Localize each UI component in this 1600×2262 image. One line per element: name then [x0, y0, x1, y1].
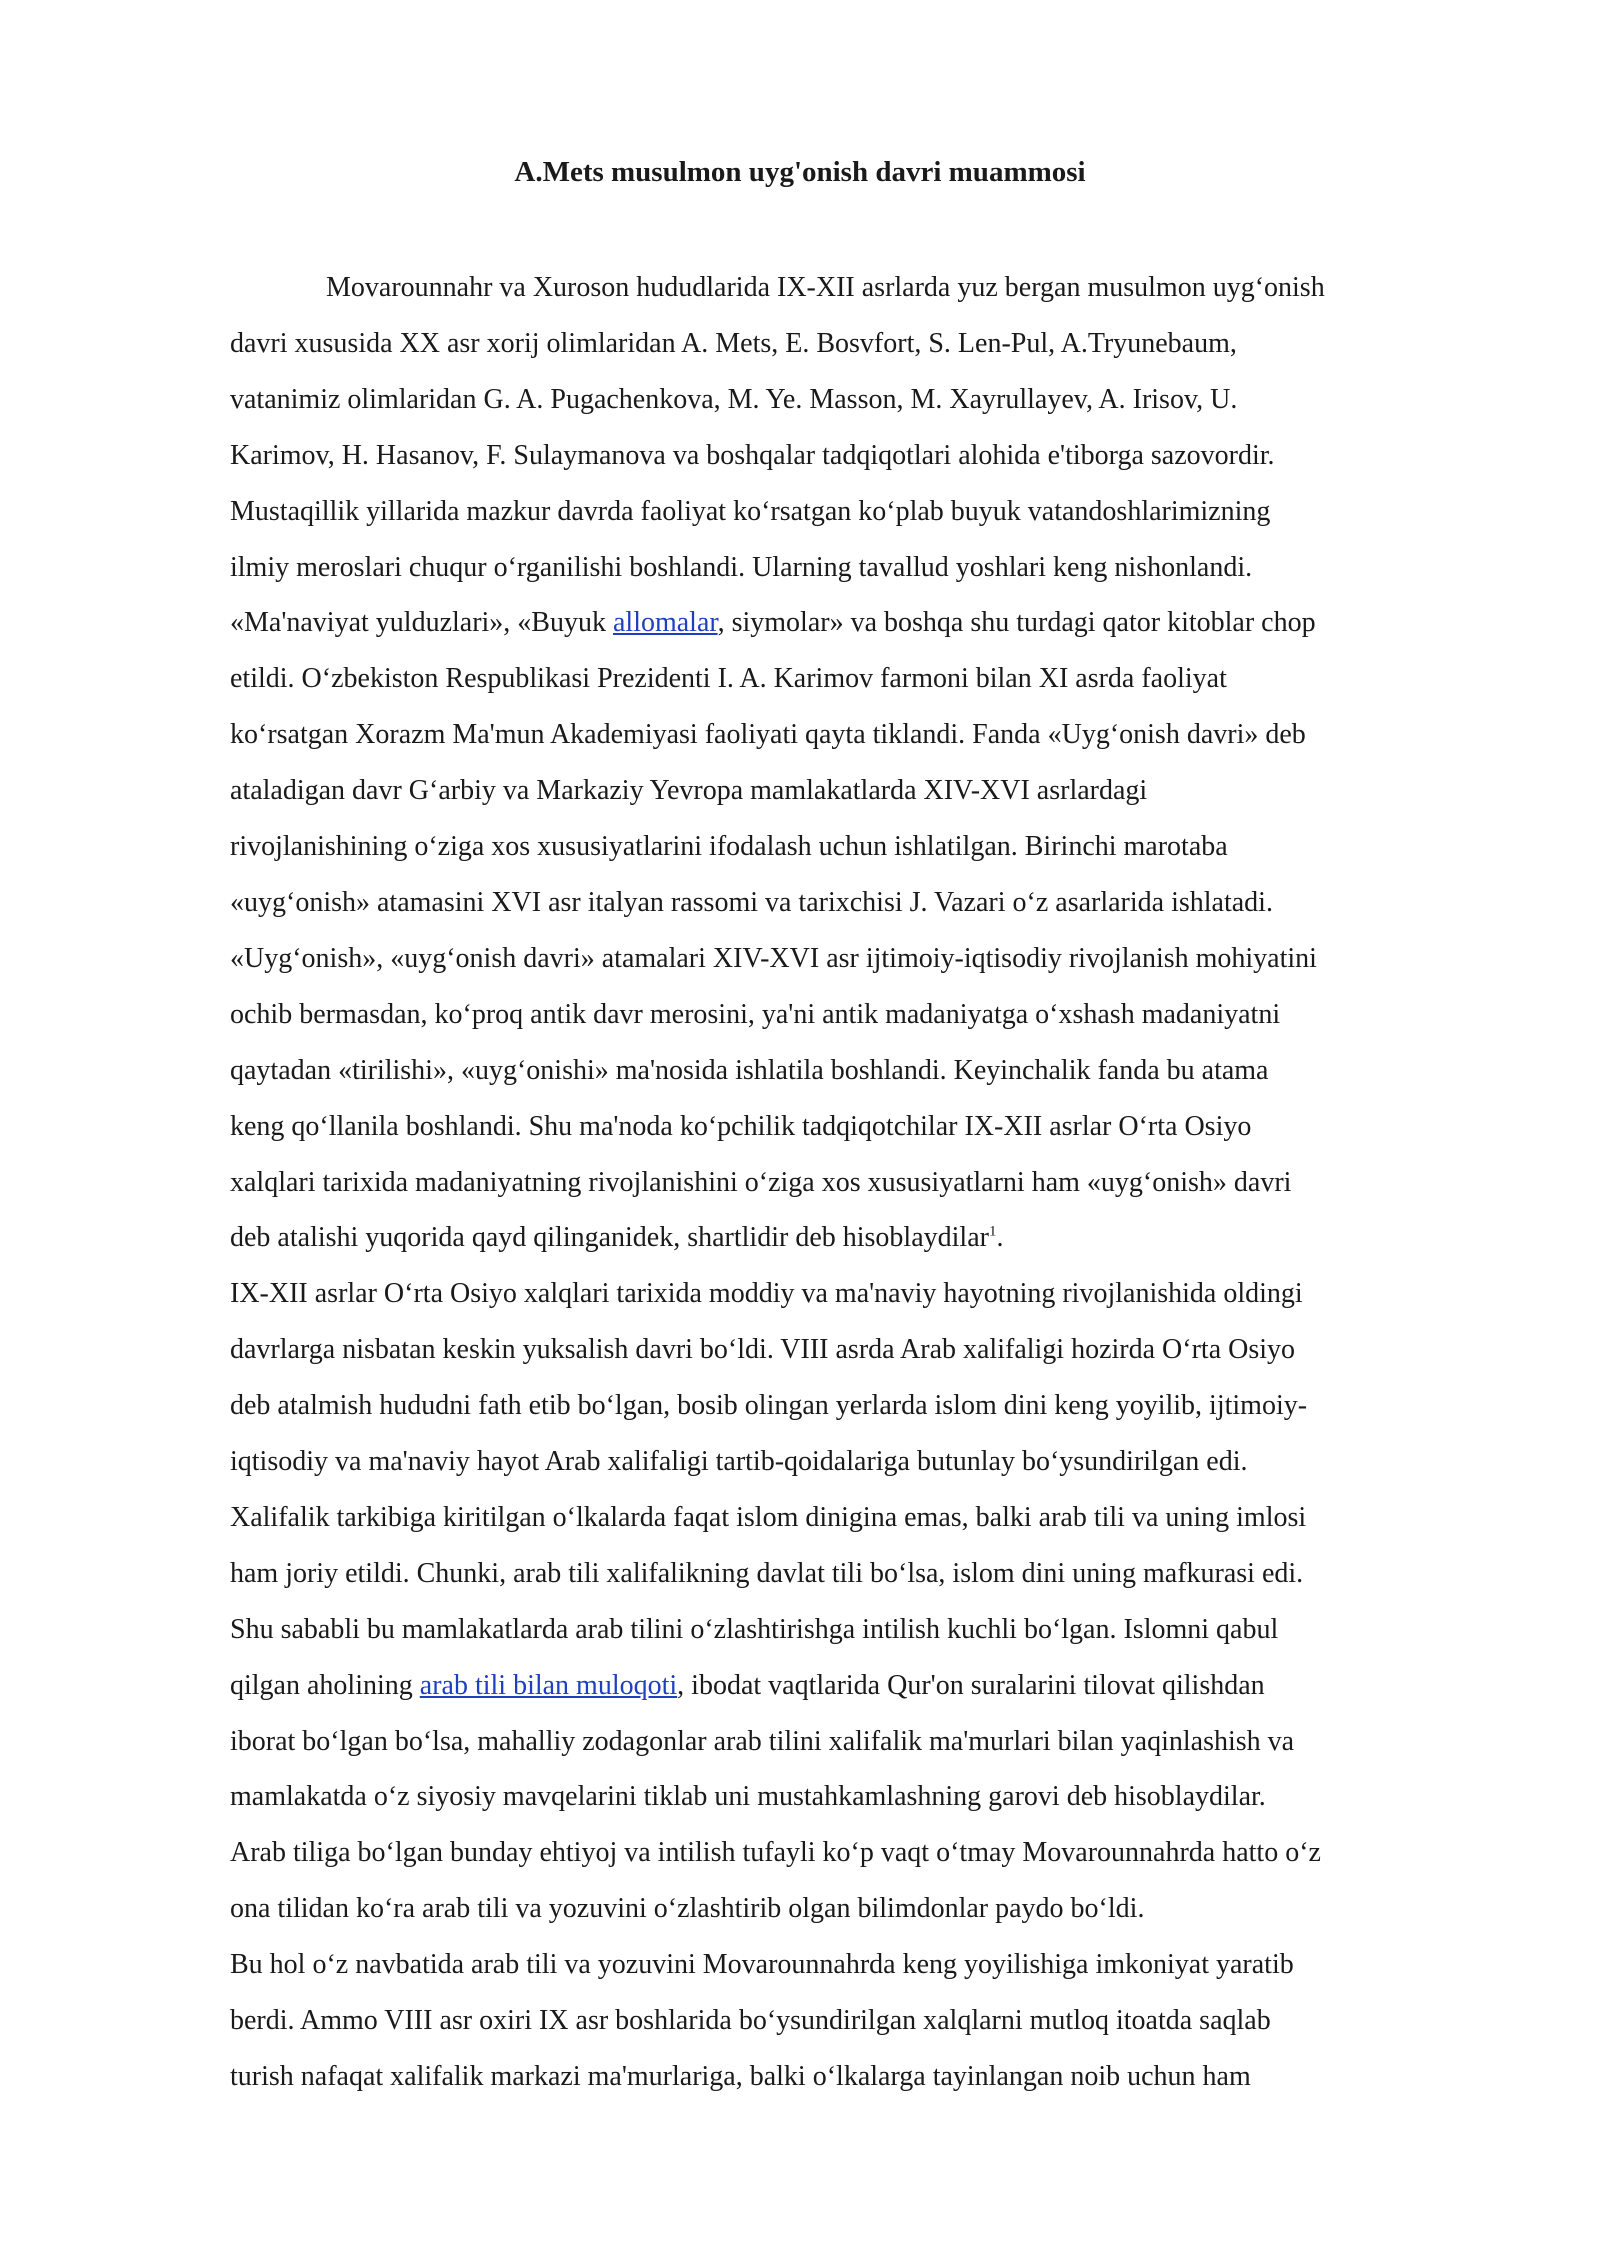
text-line: Bu hol oʻz navbatida arab tili va yozuvini Movarounnahrda keng yoyilishiga imkoniyat yaratib [230, 1949, 1294, 1981]
text-line: Mustaqillik yillarida mazkur davrda faoliyat koʻrsatgan koʻplab buyuk vatandoshlarimizning [230, 495, 1271, 527]
text-segment: deb atalishi yuqorida qayd qilinganidek, shartlidir deb hisoblaydilar [230, 1222, 989, 1254]
paragraph-history [230, 1266, 1500, 1937]
text-segment: «Ma'naviyat yulduzlari», «Buyuk [230, 607, 613, 639]
text-line: Movarounnahr va Xuroson hududlarida IX-XII asrlarda yuz bergan musulmon uygʻonish [326, 272, 1325, 303]
text-line: Xalifalik tarkibiga kiritilgan oʻlkalarda faqat islom dinigina emas, balki arab tili va uning imlosi [230, 1501, 1307, 1533]
footnote-marker[interactable]: 1 [988, 1223, 997, 1240]
text-line [230, 1210, 1500, 1266]
text-segment: , siymolar» va boshqa shu turdagi qator kitoblar chop [717, 607, 1316, 639]
text-line [230, 1658, 1500, 1714]
text-line: davri xususida XX asr xorij olimlaridan A. Mets, E. Bosvfort, S. Len-Pul, A.Tryunebaum, [230, 327, 1237, 359]
text-line: davrlarga nisbatan keskin yuksalish davri boʻldi. VIII asrda Arab xalifaligi hozirda Oʻrta Osiyo [230, 1334, 1296, 1366]
text-line: ataladigan davr Gʻarbiy va Markaziy Yevropa mamlakatlarda XIV-XVI asrlardagi [230, 775, 1148, 807]
text-line: iborat boʻlgan boʻlsa, mahalliy zodagonlar arab tilini xalifalik ma'murlari bilan yaqinlashish va [230, 1725, 1295, 1757]
text-line: turish nafaqat xalifalik markazi ma'murlariga, balki oʻlkalarga tayinlangan noib uchun ham [230, 2061, 1251, 2092]
text-line: ilmiy meroslari chuqur oʻrganilishi boshlandi. Ularning tavallud yoshlari keng nishonlandi. [230, 551, 1253, 583]
text-line: Karimov, H. Hasanov, F. Sulaymanova va boshqalar tadqiqotlari alohida e'tiborga sazovordir. [230, 439, 1275, 471]
text-line: «Uygʻonish», «uygʻonish davri» atamalari XIV-XVI asr ijtimoiy-iqtisodiy rivojlanish mohiyatini [230, 942, 1317, 974]
text-line: «uygʻonish» atamasini XVI asr italyan rassomi va tarixchisi J. Vazari oʻz asarlarida ishlatadi. [230, 886, 1273, 918]
text-line: berdi. Ammo VIII asr oxiri IX asr boshlarida boʻysundirilgan xalqlarni mutloq itoatda saqlab [230, 2005, 1271, 2037]
arab-tili-link[interactable]: arab tili bilan muloqoti [419, 1669, 678, 1701]
text-line: IX-XII asrlar Oʻrta Osiyo xalqlari tarixida moddiy va ma'naviy hayotning rivojlanishida oldingi [230, 1278, 1303, 1310]
document-title: A.Mets musulmon uyg'onish davri muammosi [514, 156, 1086, 188]
text-line: xalqlari tarixida madaniyatning rivojlanishini oʻziga xos xususiyatlarni ham «uygʻonish» davri [230, 1166, 1292, 1198]
text-line: koʻrsatgan Xorazm Ma'mun Akademiyasi faoliyati qayta tiklandi. Fanda «Uygʻonish davri» deb [230, 719, 1306, 751]
text-line: qaytadan «tirilishi», «uygʻonishi» ma'nosida ishlatila boshlandi. Keyinchalik fanda bu atama [230, 1054, 1269, 1086]
text-line: ochib bermasdan, koʻproq antik davr merosini, ya'ni antik madaniyatga oʻxshash madaniyatni [230, 998, 1281, 1030]
text-line: ham joriy etildi. Chunki, arab tili xalifalikning davlat tili boʻlsa, islom dini uning mafkurasi edi. [230, 1557, 1304, 1589]
text-segment: qilgan aholining [230, 1669, 420, 1701]
document-body [230, 260, 1500, 2105]
text-line: rivojlanishining oʻziga xos xususiyatlarini ifodalash uchun ishlatilgan. Birinchi marotaba [230, 831, 1228, 863]
text-line: Shu sababli bu mamlakatlarda arab tilini oʻzlashtirishga intilish kuchli boʻlgan. Islomni qabul [230, 1613, 1279, 1645]
text-line: etildi. Oʻzbekiston Respublikasi Prezidenti I. A. Karimov farmoni bilan XI asrda faoliyat [230, 663, 1227, 695]
paragraph-intro [230, 260, 1500, 1266]
text-line: Arab tiliga boʻlgan bunday ehtiyoj va intilish tufayli koʻp vaqt oʻtmay Movarounnahrda hatto oʻz [230, 1837, 1321, 1869]
allomalar-link[interactable]: allomalar [612, 607, 718, 639]
text-line: ona tilidan koʻra arab tili va yozuvini oʻzlashtirib olgan bilimdonlar paydo boʻldi. [230, 1893, 1145, 1925]
text-line [230, 595, 1500, 651]
text-segment: . [996, 1222, 1004, 1254]
text-segment: , ibodat vaqtlarida Qur'on suralarini tilovat qilishdan [677, 1669, 1265, 1701]
text-line: mamlakatda oʻz siyosiy mavqelarini tiklab uni mustahkamlashning garovi deb hisoblaydilar. [230, 1781, 1266, 1813]
paragraph-consequence [230, 1937, 1500, 2105]
text-line: vatanimiz olimlaridan G. A. Pugachenkova, M. Ye. Masson, M. Xayrullayev, A. Irisov, U. [230, 383, 1238, 415]
text-line: iqtisodiy va ma'naviy hayot Arab xalifaligi tartib-qoidalariga butunlay boʻysundirilgan edi. [230, 1446, 1248, 1478]
text-line: keng qoʻllanila boshlandi. Shu ma'noda koʻpchilik tadqiqotchilar IX-XII asrlar Oʻrta Osiyo [230, 1110, 1252, 1142]
text-line: deb atalmish hududni fath etib boʻlgan, bosib olingan yerlarda islom dini keng yoyilib, ijtimoiy- [230, 1390, 1308, 1422]
